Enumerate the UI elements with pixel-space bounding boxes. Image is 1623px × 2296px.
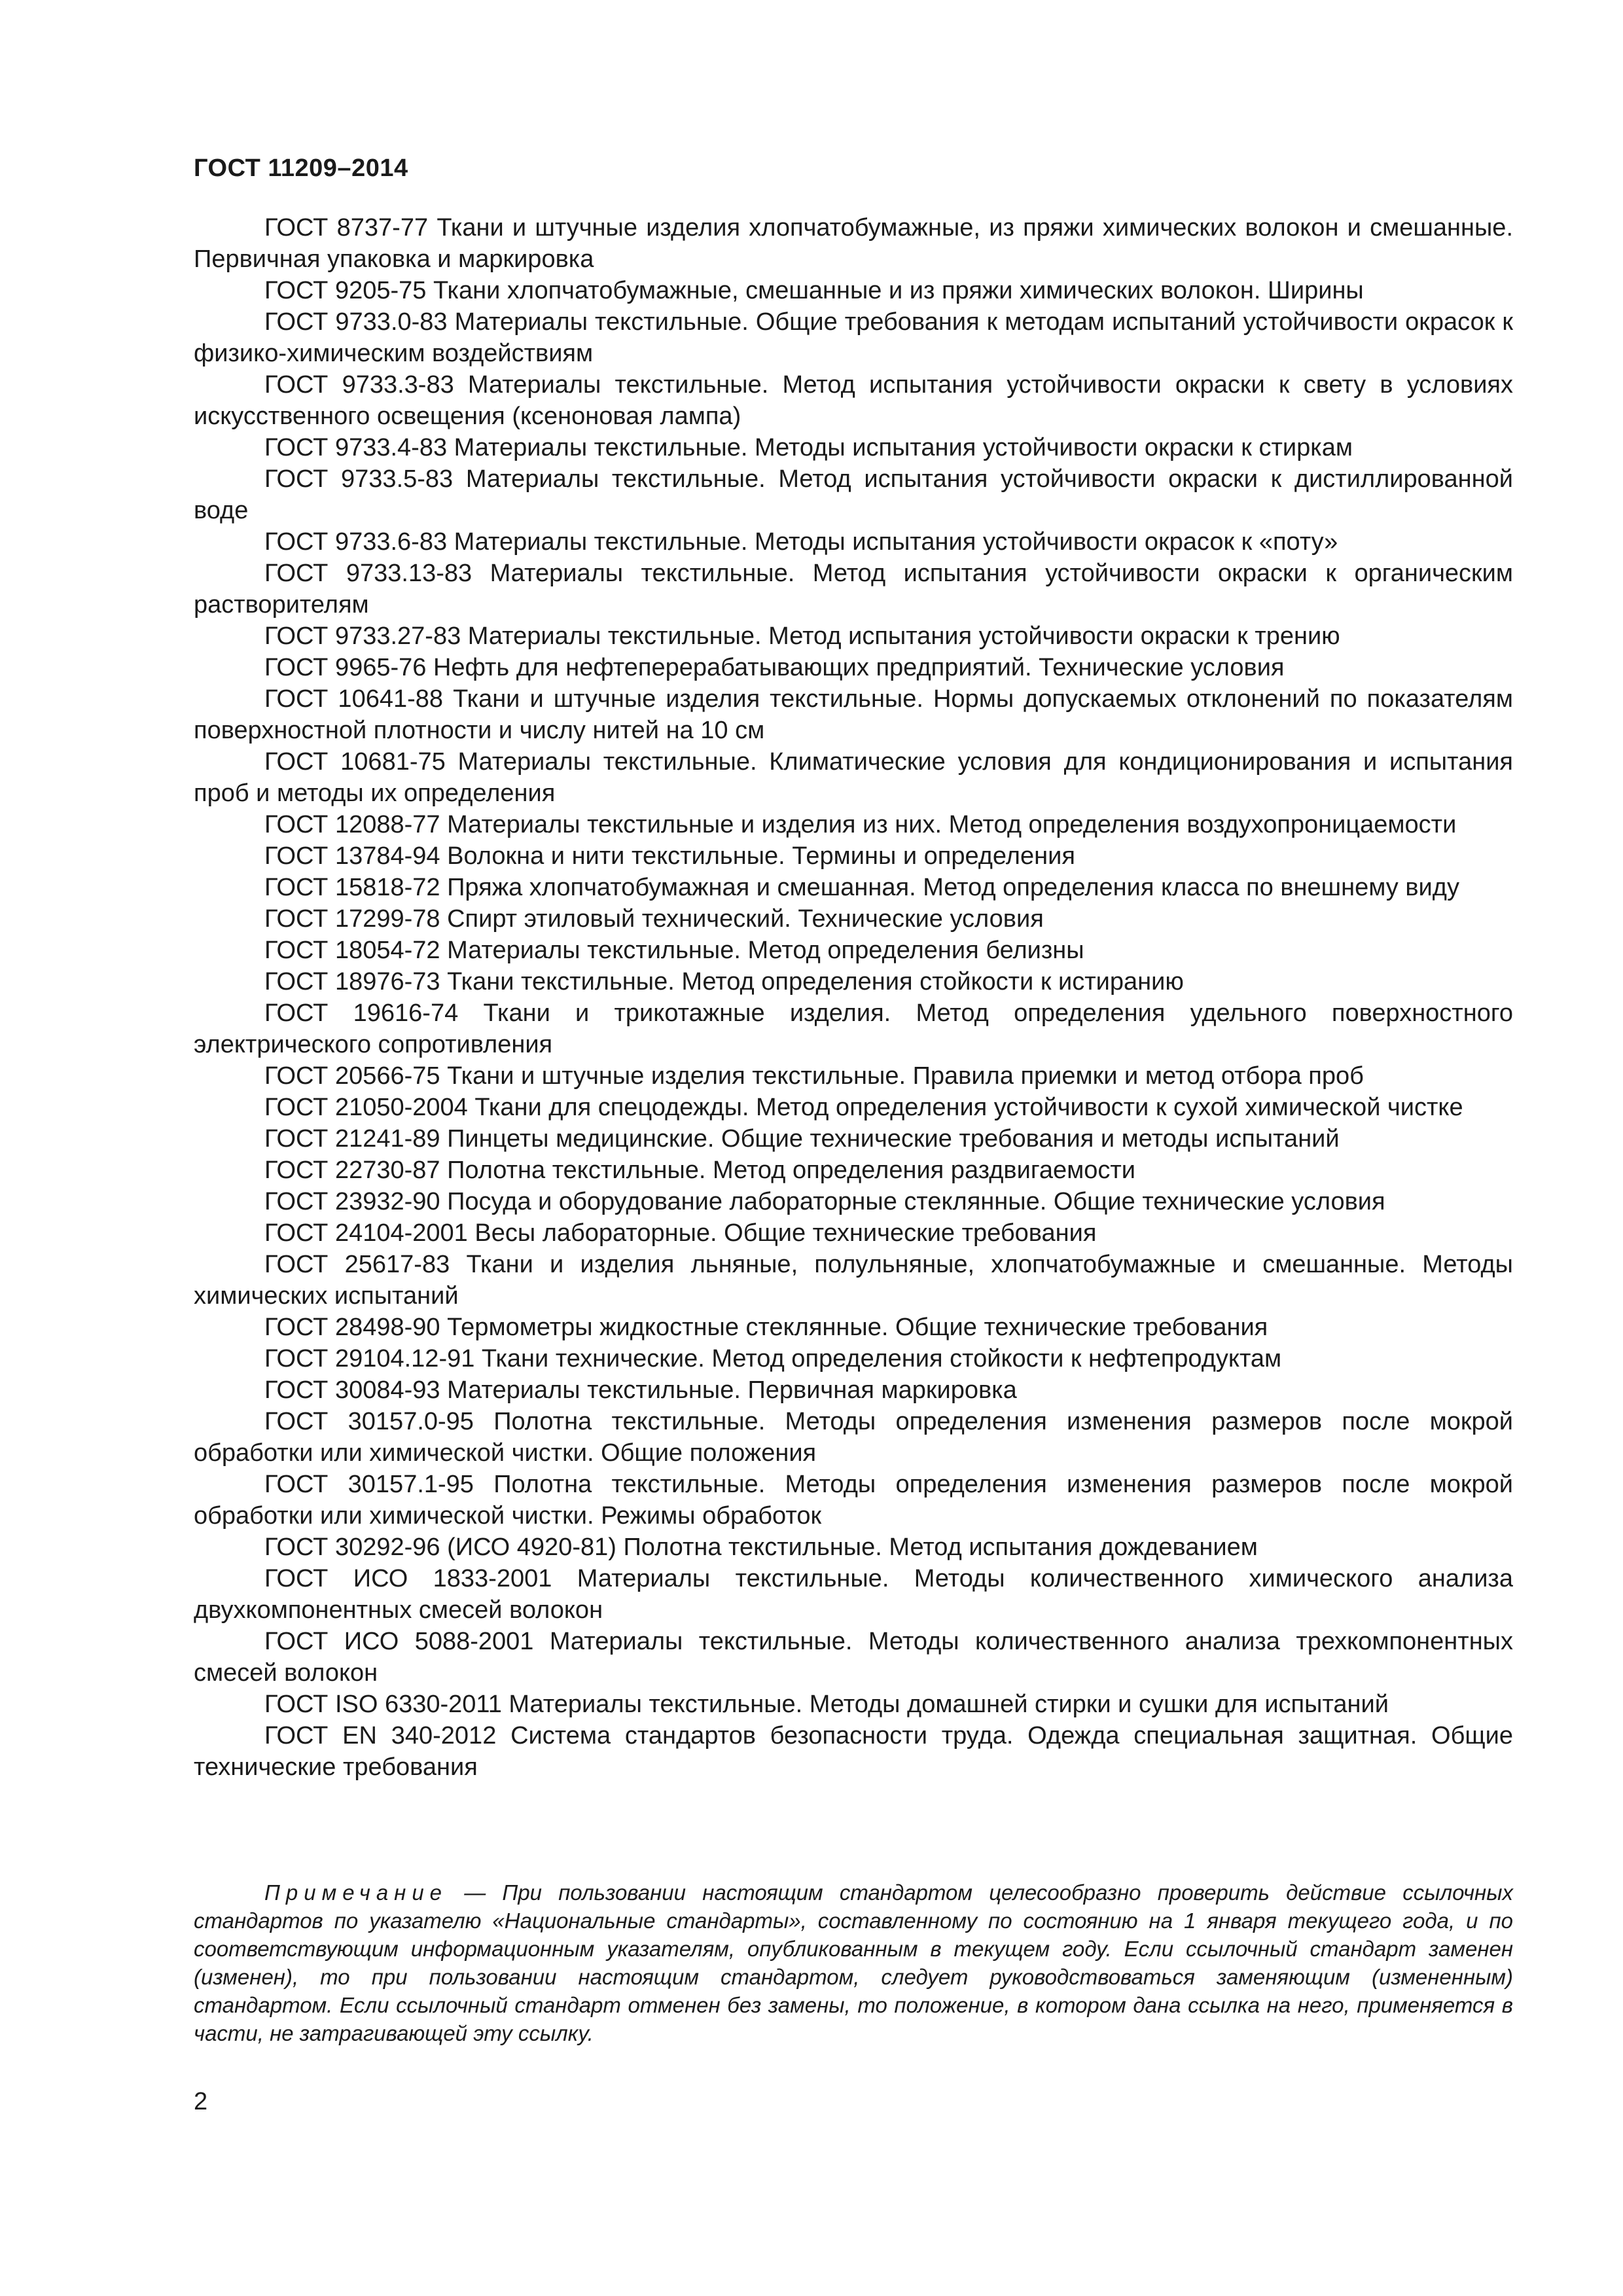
reference-item: ГОСТ ISO 6330-2011 Материалы текстильные. Методы домашней стирки и сушки для испытаний	[264, 1691, 1389, 1718]
reference-item: ГОСТ 21241-89 Пинцеты медицинские. Общие технические требования и методы испытаний	[264, 1125, 1340, 1153]
reference-item: ГОСТ 20566-75 Ткани и штучные изделия текстильные. Правила приемки и метод отбора проб	[264, 1062, 1364, 1090]
reference-item: ГОСТ 21050-2004 Ткани для спецодежды. Метод определения устойчивости к сухой химической чистке	[264, 1094, 1463, 1121]
reference-item: ГОСТ EN 340-2012 Система стандартов безопасности труда. Одежда специальная защитная. Общие технические требования	[194, 1722, 1513, 1781]
reference-item: ГОСТ 9965-76 Нефть для нефтеперерабатывающих предприятий. Технические условия	[264, 654, 1285, 681]
reference-item: ГОСТ 19616-74 Ткани и трикотажные изделия. Метод определения удельного поверхностного электрического сопротивления	[194, 999, 1513, 1058]
normative-references-list	[194, 212, 1513, 1783]
reference-item: ГОСТ 9733.3-83 Материалы текстильные. Метод испытания устойчивости окраски к свету в условиях искусственного освещения (ксеноновая лампа)	[194, 371, 1513, 430]
reference-item: ГОСТ 9733.5-83 Материалы текстильные. Метод испытания устойчивости окраски к дистиллированной воде	[194, 465, 1513, 524]
reference-item: ГОСТ 30157.0-95 Полотна текстильные. Методы определения изменения размеров после мокрой обработки или химической чистки. Общие положения	[194, 1408, 1513, 1467]
note-text: При пользовании настоящим стандартом целесообразно проверить действие ссылочных стандартов по указателю «Национальные стандарты», составленному по состоянию на 1 января текущего года, и по соответствующим информационным указателям, опубликованным в текущем году. Если ссылочный стандарт заменен (изменен), то при пользовании настоящим стандартом, следует руководствоваться заменяющим (измененным) стандартом. Если ссылочный стандарт отменен без замены, то положение, в котором дана ссылка на него, применяется в части, не затрагивающей эту ссылку.	[194, 1880, 1513, 2045]
document-header: ГОСТ 11209–2014	[194, 154, 408, 182]
note-paragraph	[194, 1878, 1513, 2047]
reference-item: ГОСТ 13784-94 Волокна и нити текстильные. Термины и определения	[264, 842, 1075, 870]
reference-item: ГОСТ 24104-2001 Весы лабораторные. Общие технические требования	[264, 1219, 1097, 1247]
page-number: 2	[194, 2088, 208, 2115]
note-label: Примечание	[264, 1880, 448, 1905]
reference-item: ГОСТ 17299-78 Спирт этиловый технический. Технические условия	[264, 905, 1044, 933]
reference-item: ГОСТ 9733.13-83 Материалы текстильные. Метод испытания устойчивости окраски к органическим растворителям	[194, 560, 1513, 619]
reference-item: ГОСТ 25617-83 Ткани и изделия льняные, полульняные, хлопчатобумажные и смешанные. Методы химических испытаний	[194, 1251, 1513, 1310]
reference-item: ГОСТ 10681-75 Материалы текстильные. Климатические условия для кондиционирования и испытания проб и методы их определения	[194, 748, 1513, 807]
reference-item: ГОСТ 23932-90 Посуда и оборудование лабораторные стеклянные. Общие технические условия	[264, 1188, 1385, 1215]
reference-item: ГОСТ 9733.27-83 Материалы текстильные. Метод испытания устойчивости окраски к трению	[264, 622, 1340, 650]
reference-item: ГОСТ 8737-77 Ткани и штучные изделия хлопчатобумажные, из пряжи химических волокон и смешанные. Первичная упаковка и маркировка	[194, 214, 1513, 273]
reference-item: ГОСТ 22730-87 Полотна текстильные. Метод определения раздвигаемости	[264, 1157, 1136, 1184]
reference-item: ГОСТ 9733.6-83 Материалы текстильные. Методы испытания устойчивости окрасок к «поту»	[264, 528, 1338, 556]
reference-item: ГОСТ 9205-75 Ткани хлопчатобумажные, смешанные и из пряжи химических волокон. Ширины	[264, 277, 1364, 304]
reference-item: ГОСТ 29104.12-91 Ткани технические. Метод определения стойкости к нефтепродуктам	[264, 1345, 1282, 1372]
reference-item: ГОСТ 18054-72 Материалы текстильные. Метод определения белизны	[264, 937, 1084, 964]
reference-item: ГОСТ ИСО 1833-2001 Материалы текстильные. Методы количественного химического анализа двухкомпонентных смесей волокон	[194, 1565, 1513, 1624]
reference-item: ГОСТ 9733.0-83 Материалы текстильные. Общие требования к методам испытаний устойчивости окрасок к физико-химическим воздействиям	[194, 308, 1513, 367]
reference-item: ГОСТ 30292-96 (ИСО 4920-81) Полотна текстильные. Метод испытания дождеванием	[264, 1534, 1258, 1561]
reference-item: ГОСТ ИСО 5088-2001 Материалы текстильные. Методы количественного анализа трехкомпонентных смесей волокон	[194, 1628, 1513, 1687]
reference-item: ГОСТ 18976-73 Ткани текстильные. Метод определения стойкости к истиранию	[264, 968, 1184, 996]
reference-item: ГОСТ 30157.1-95 Полотна текстильные. Методы определения изменения размеров после мокрой обработки или химической чистки. Режимы обработок	[194, 1471, 1513, 1530]
reference-item: ГОСТ 30084-93 Материалы текстильные. Первичная маркировка	[264, 1376, 1017, 1404]
reference-item: ГОСТ 9733.4-83 Материалы текстильные. Методы испытания устойчивости окраски к стиркам	[264, 434, 1353, 461]
note-dash: —	[448, 1880, 503, 1905]
reference-item: ГОСТ 12088-77 Материалы текстильные и изделия из них. Метод определения воздухопроницаемости	[264, 811, 1457, 838]
reference-item: ГОСТ 10641-88 Ткани и штучные изделия текстильные. Нормы допускаемых отклонений по показателям поверхностной плотности и числу нитей на 10 см	[194, 685, 1513, 744]
reference-item: ГОСТ 28498-90 Термометры жидкостные стеклянные. Общие технические требования	[264, 1314, 1268, 1341]
reference-item: ГОСТ 15818-72 Пряжа хлопчатобумажная и смешанная. Метод определения класса по внешнему виду	[264, 874, 1459, 901]
